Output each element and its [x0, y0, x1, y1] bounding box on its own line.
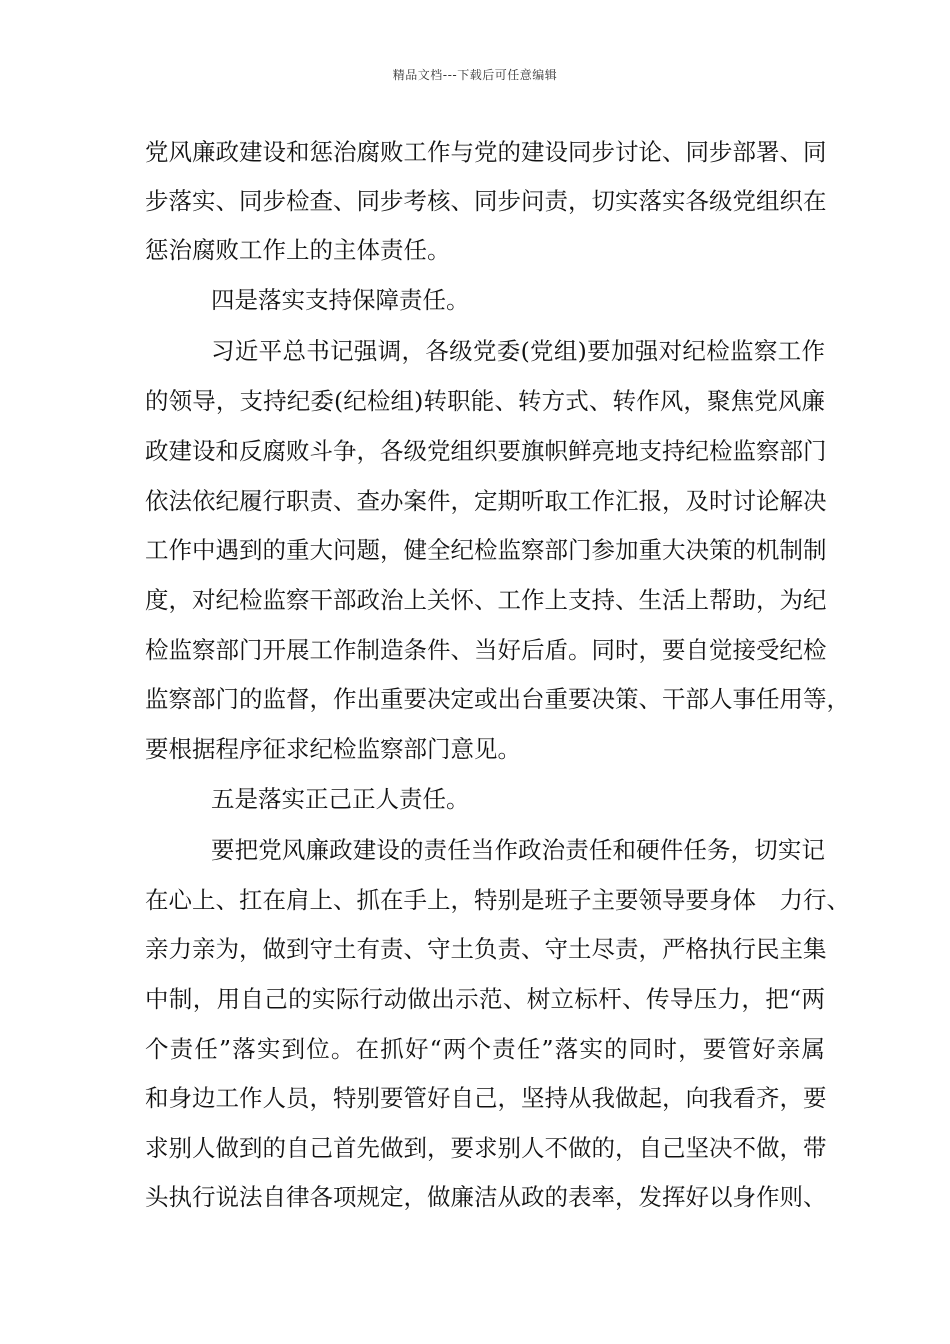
- text-line-17: 亲力亲为，做到守土有责、守土负责、守土尽责，严格执行民主集: [145, 935, 827, 963]
- text-line-6: 的领导，支持纪委(纪检组)转职能、转方式、转作风，聚焦党风廉: [145, 387, 825, 415]
- text-line-9: 工作中遇到的重大问题，健全纪检监察部门参加重大决策的机制制: [145, 536, 827, 564]
- text-line-22: 头执行说法自律各项规定，做廉洁从政的表率，发挥好以身作则、: [145, 1183, 827, 1211]
- text-line-21: 求别人做到的自己首先做到，要求别人不做的，自己坚决不做，带: [145, 1134, 827, 1162]
- text-line-8: 依法依纪履行职责、查办案件，定期听取工作汇报，及时讨论解决: [145, 487, 827, 515]
- text-line-12: 监察部门的监督，作出重要决定或出台重要决策、干部人事任用等，: [145, 685, 850, 713]
- page-header: 精品文档---下载后可任意编辑: [392, 68, 558, 82]
- section-heading-4: 四是落实支持保障责任。: [211, 286, 470, 314]
- text-line-19: 个责任”落实到位。在抓好“两个责任”落实的同时，要管好亲属: [145, 1035, 825, 1063]
- text-line-2: 步落实、同步检查、同步考核、同步问责，切实落实各级党组织在: [145, 187, 827, 215]
- text-line-3: 惩治腐败工作上的主体责任。: [145, 236, 451, 264]
- text-line-10: 度，对纪检监察干部政治上关怀、工作上支持、生活上帮助，为纪: [145, 586, 827, 614]
- text-line-16: 在心上、扛在肩上、抓在手上，特别是班子主要领导要身体 力行、: [145, 886, 850, 914]
- text-line-11: 检监察部门开展工作制造条件、当好后盾。同时，要自觉接受纪检: [145, 636, 827, 664]
- text-line-5: 习近平总书记强调，各级党委(党组)要加强对纪检监察工作: [211, 337, 825, 365]
- text-line-1: 党风廉政建设和惩治腐败工作与党的建设同步讨论、同步部署、同: [145, 138, 827, 166]
- text-line-20: 和身边工作人员，特别要管好自己，坚持从我做起，向我看齐，要: [145, 1084, 827, 1112]
- text-line-7: 政建设和反腐败斗争，各级党组织要旗帜鲜亮地支持纪检监察部门: [145, 437, 827, 465]
- section-heading-5: 五是落实正己正人责任。: [211, 785, 470, 813]
- text-line-18: 中制，用自己的实际行动做出示范、树立标杆、传导压力，把“两: [145, 985, 825, 1013]
- text-line-15: 要把党风廉政建设的责任当作政治责任和硬件任务，切实记: [211, 836, 825, 864]
- text-line-13: 要根据程序征求纪检监察部门意见。: [145, 735, 521, 763]
